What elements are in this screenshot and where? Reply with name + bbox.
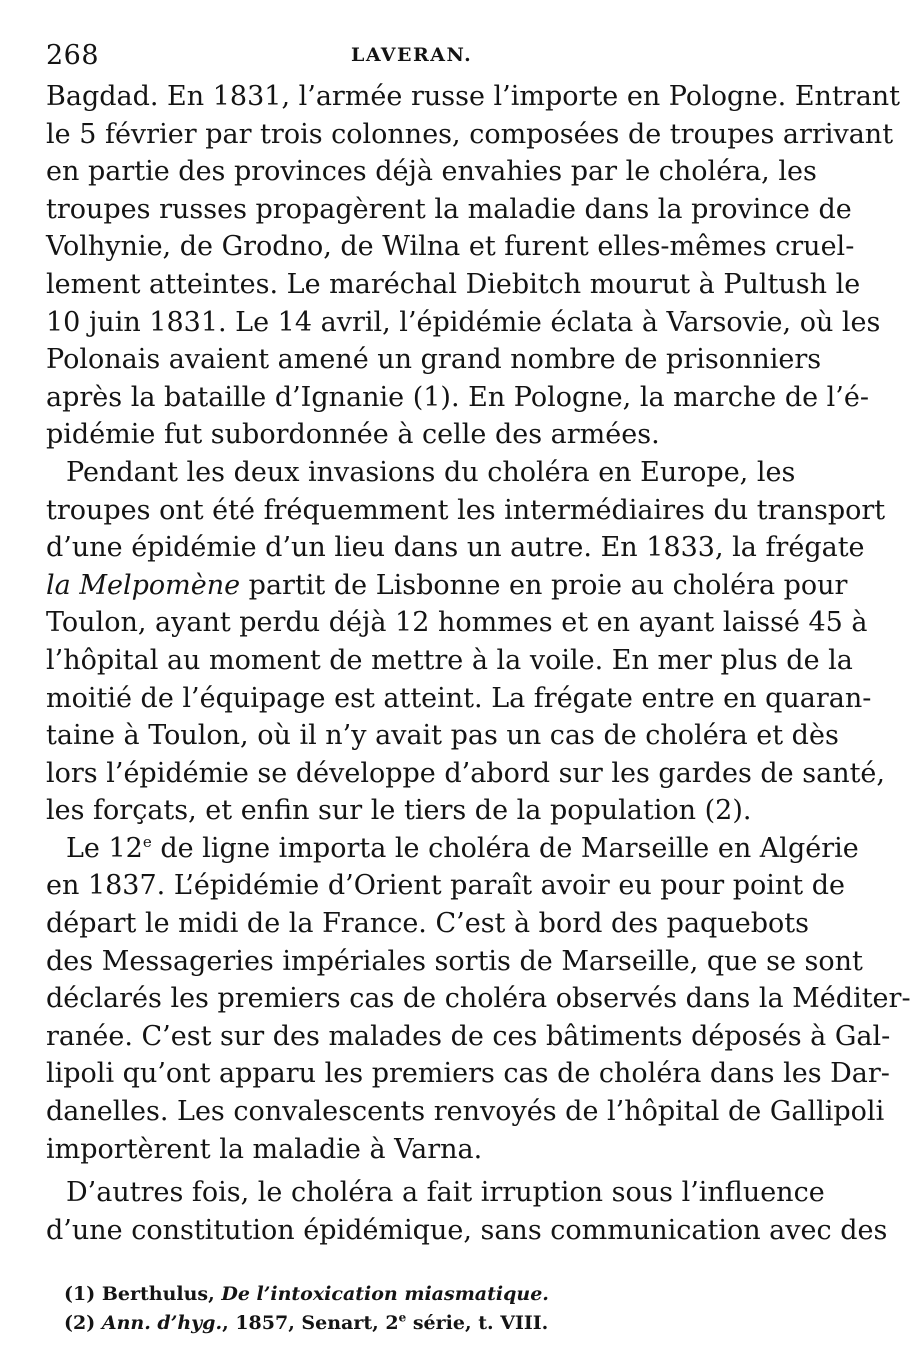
text-line: Bagdad. En 1831, l’armée russe l’importe en Pologne. Entrant [46,81,901,112]
text-line-with-superscript [46,830,859,868]
text-line: Toulon, ayant perdu déjà 12 hommes et en ayant laissé 45 à [46,607,868,639]
text-line: d’une épidémie d’un lieu dans un autre. En 1833, la frégate [46,532,865,564]
running-head: LAVERAN. [351,44,473,66]
text-line: déclarés les premiers cas de choléra observés dans la Méditer- [46,983,911,1015]
text-line: pidémie fut subordonnée à celle des armées. [46,419,660,451]
footnote-title: Ann. d’hyg. [101,1312,223,1334]
text-line: lement atteintes. Le maréchal Diebitch mourut à Pultush le [46,268,861,300]
text-line: troupes russes propagèrent la maladie dans la province de [46,193,852,225]
text-line: importèrent la maladie à Varna. [46,1133,483,1165]
text-line: l’hôpital au moment de mettre à la voile. En mer plus de la [46,644,853,676]
footnote-text: , 1857, Senart, 2 [222,1312,399,1334]
footnote-1 [64,1280,754,1309]
text-fragment: partit de Lisbonne en proie au choléra pour [248,569,848,601]
text-line: Pendant les deux invasions du choléra en Europe, les [66,456,796,488]
text-line-with-italic [46,567,848,605]
page-header [46,40,756,74]
text-line: Volhynie, de Grodno, de Wilna et furent elles-mêmes cruel- [46,231,855,263]
footnote-title: De l’intoxication miasmatique. [221,1283,549,1305]
text-line: 10 juin 1831. Le 14 avril, l’épidémie éclata à Varsovie, où les [46,306,881,338]
text-fragment: Le 12 [66,832,143,864]
text-line: ranée. C’est sur des malades de ces bâtiments déposés à Gal- [46,1020,891,1052]
ordinal-superscript: e [398,1310,407,1325]
page-number: 268 [46,40,100,71]
text-line: le 5 février par trois colonnes, composées de troupes arrivant [46,118,894,150]
text-line: moitié de l’équipage est atteint. La frégate entre en quaran- [46,682,872,714]
text-line: danelles. Les convalescents renvoyés de l’hôpital de Gallipoli [46,1096,885,1128]
text-line: D’autres fois, le choléra a fait irruption sous l’influence [66,1177,825,1209]
text-line: lors l’épidémie se développe d’abord sur les gardes de santé, [46,757,885,789]
text-line: après la bataille d’Ignanie (1). En Pologne, la marche de l’é- [46,381,869,413]
footnote-2 [64,1309,754,1338]
text-line: lipoli qu’ont apparu les premiers cas de choléra dans les Dar- [46,1058,890,1090]
text-line: taine à Toulon, où il n’y avait pas un cas de choléra et dès [46,720,839,752]
ordinal-superscript: e [142,832,152,851]
text-line: départ le midi de la France. C’est à bord des paquebots [46,908,809,940]
text-line: Polonais avaient amené un grand nombre de prisonniers [46,344,822,376]
text-line: en 1837. L’épidémie d’Orient paraît avoir eu pour point de [46,870,845,902]
body-text [46,78,911,1249]
text-fragment: de ligne importa le choléra de Marseille en Algérie [151,832,859,864]
text-line: les forçats, et enfin sur le tiers de la population (2). [46,795,752,827]
text-line: des Messageries impériales sortis de Marseille, que se sont [46,945,863,977]
footnote-text: série, t. VIII. [406,1312,549,1334]
footnotes [64,1280,754,1338]
text-line: en partie des provinces déjà envahies par le choléra, les [46,156,817,188]
ship-name: la Melpomène [46,569,241,601]
text-line: d’une constitution épidémique, sans communication avec des [46,1214,888,1246]
text-line: troupes ont été fréquemment les intermédiaires du transport [46,494,886,526]
footnote-text: (2) [64,1312,102,1334]
footnote-text: (1) Berthulus, [64,1283,222,1305]
